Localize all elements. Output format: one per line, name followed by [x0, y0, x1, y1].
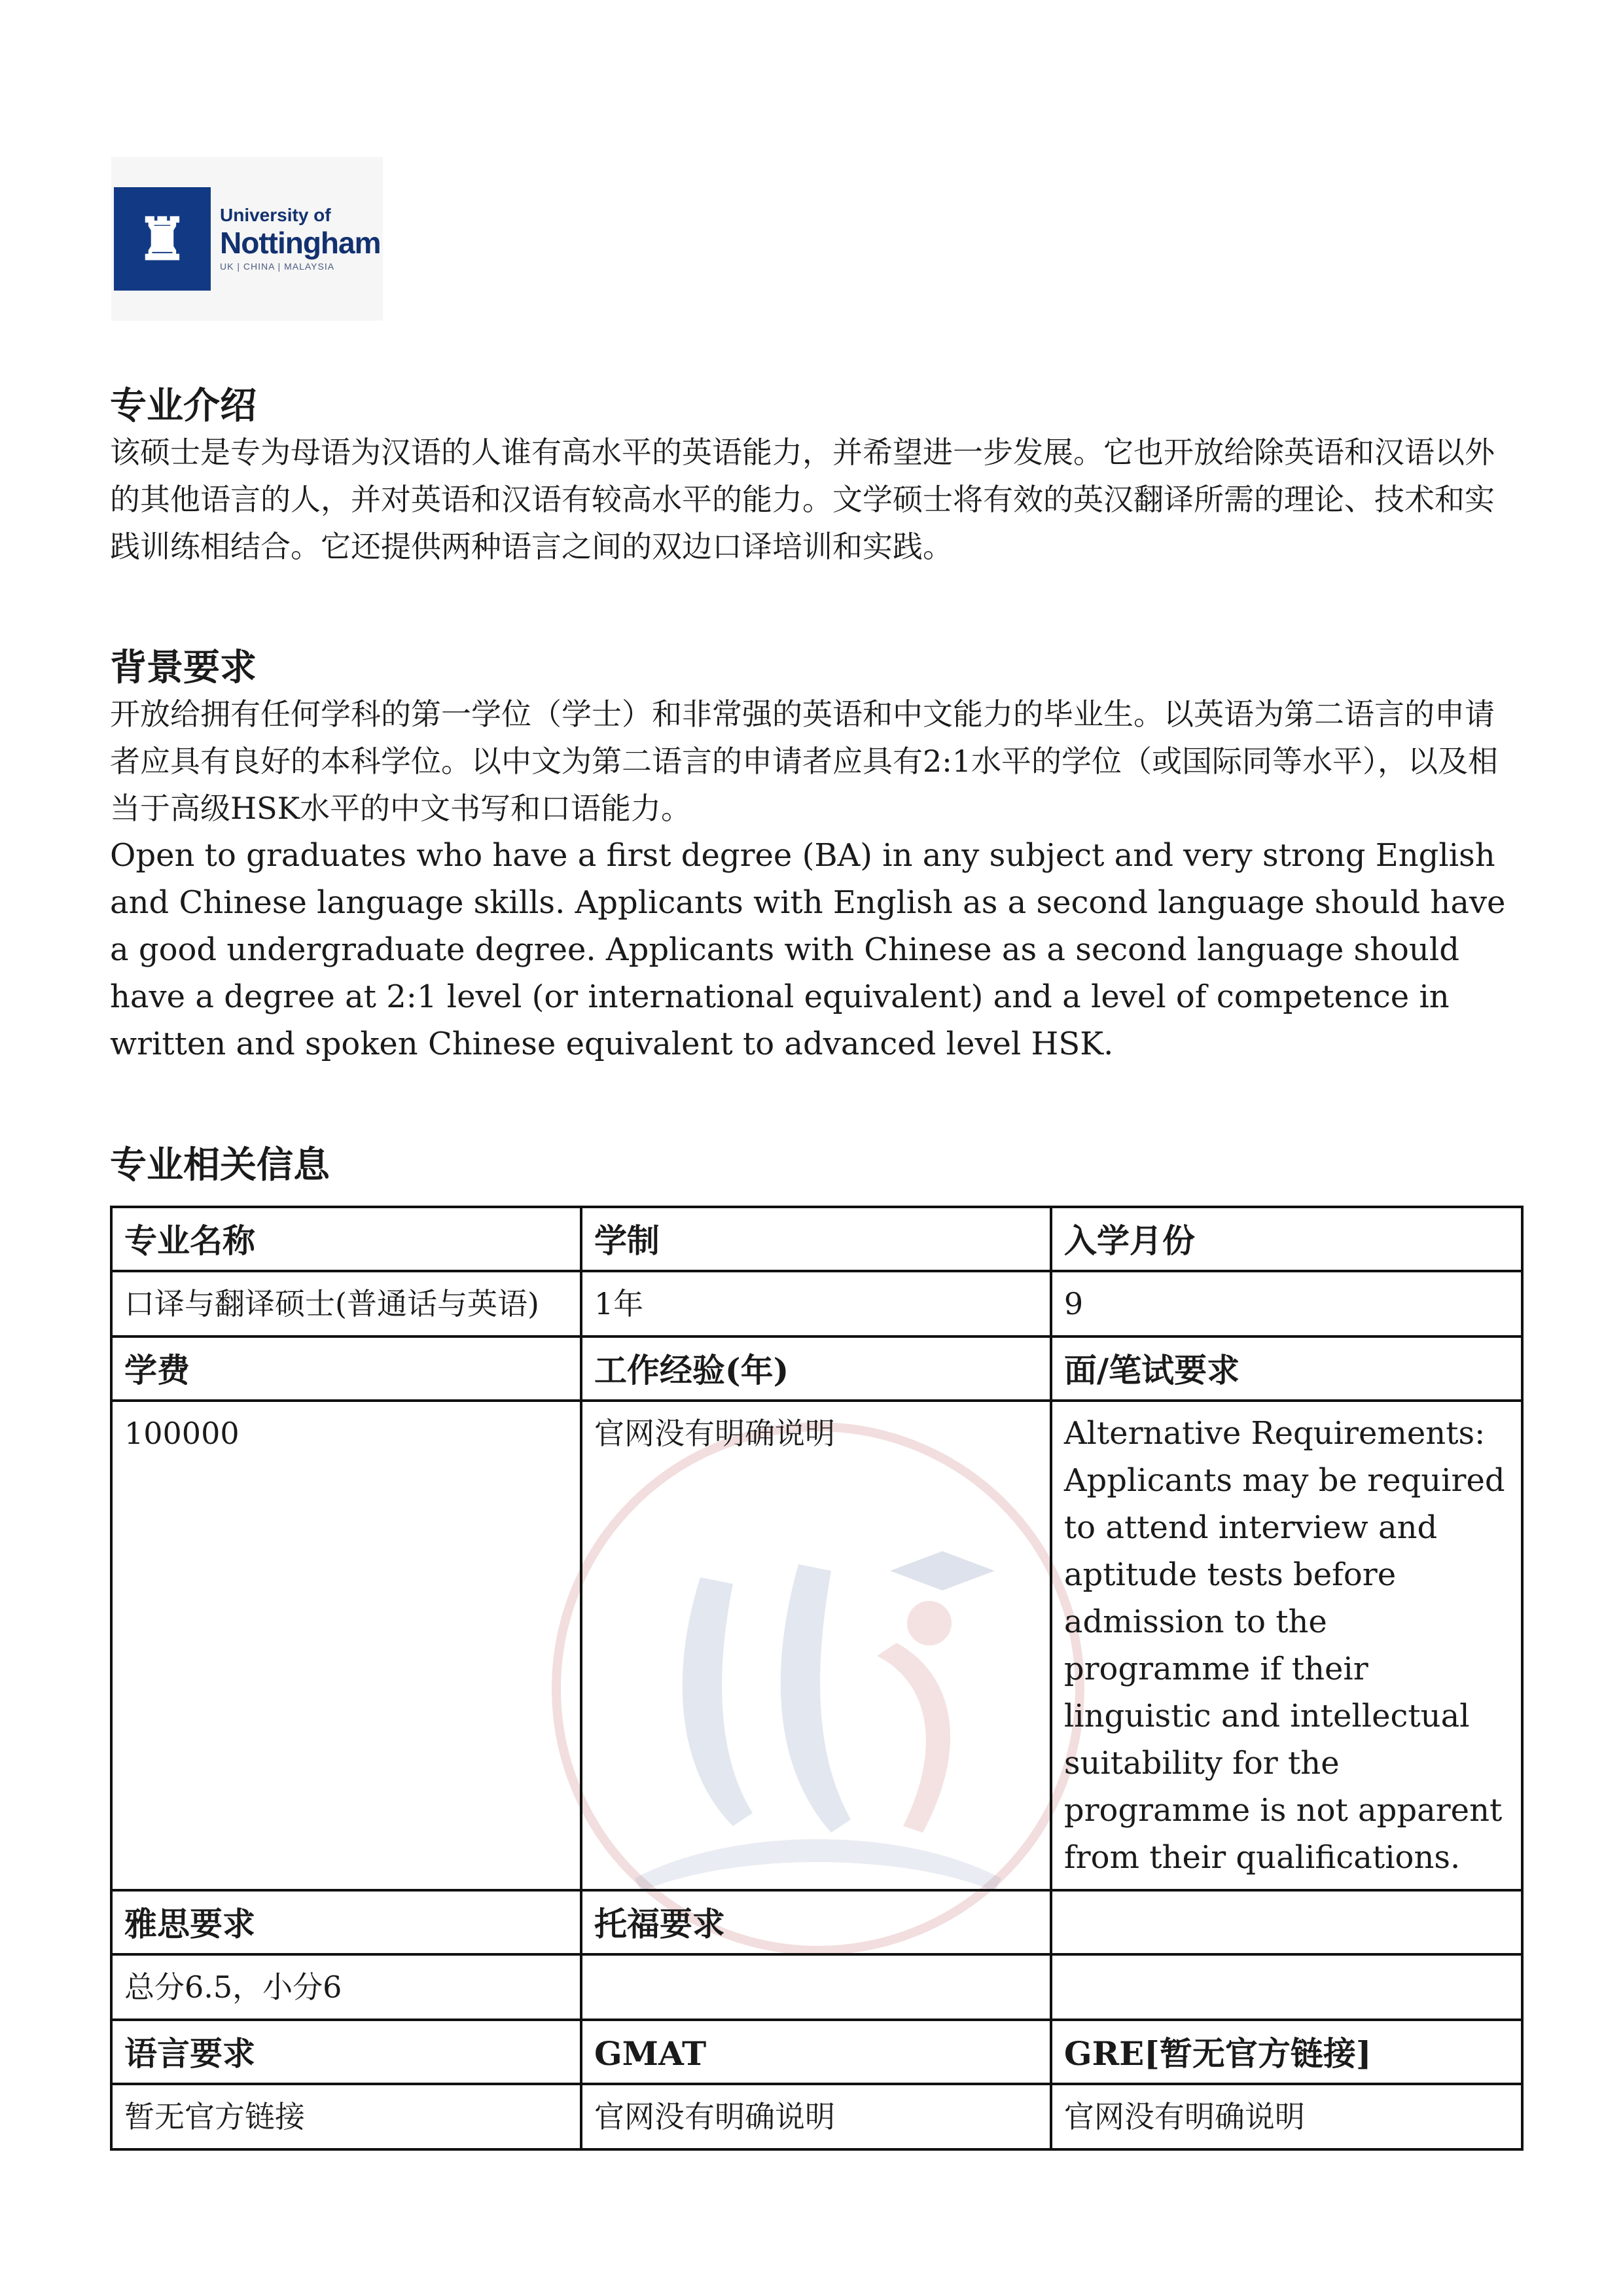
table-row — [111, 1271, 1522, 1336]
info-table — [110, 1206, 1524, 2151]
table-header-cell: GRE[暂无官方链接] — [1051, 2020, 1522, 2084]
table-header-cell: 面/笔试要求 — [1051, 1336, 1522, 1401]
logo-line-1: University of — [220, 205, 331, 225]
logo-line-2: Nottingham — [220, 226, 381, 260]
table-cell: 100000 — [111, 1401, 581, 1890]
table-cell: 9 — [1051, 1271, 1522, 1336]
table-cell: 官网没有明确说明 — [581, 2084, 1051, 2149]
table-header-row — [111, 1890, 1522, 1954]
table-header-cell: 雅思要求 — [111, 1890, 581, 1954]
table-header-row — [111, 1336, 1522, 1401]
table-cell: 口译与翻译硕士(普通话与英语) — [111, 1271, 581, 1336]
intro-text: 该硕士是专为母语为汉语的人谁有高水平的英语能力，并希望进一步发展。它也开放给除英语和汉语以外的其他语言的人，并对英语和汉语有较高水平的能力。文学硕士将有效的英汉翻译所需的理论、技术和实践训练相结合。它还提供两种语言之间的双边口译培训和实践。 — [110, 435, 1495, 564]
background-text-cn: 开放给拥有任何学科的第一学位（学士）和非常强的英语和中文能力的毕业生。以英语为第二语言的申请者应具有良好的本科学位。以中文为第二语言的申请者应具有2:1水平的学位（或国际同等水平），以及相当于高级HSK水平的中文书写和口语能力。 — [110, 696, 1499, 826]
table-cell: 官网没有明确说明 — [581, 1401, 1051, 1890]
table-header-cell: 学费 — [111, 1336, 581, 1401]
table-header-row — [111, 1207, 1522, 1271]
table-header-cell: 入学月份 — [1051, 1207, 1522, 1271]
logo-line-3: UK | CHINA | MALAYSIA — [220, 261, 335, 272]
info-heading: 专业相关信息 — [110, 1143, 330, 1187]
info-section — [110, 1142, 1524, 1188]
intro-section — [110, 383, 1524, 570]
background-section — [110, 645, 1524, 1067]
table-cell: 1年 — [581, 1271, 1051, 1336]
table-row — [111, 1954, 1522, 2020]
intro-heading: 专业介绍 — [110, 384, 257, 427]
table-cell: Alternative Requirements: Applicants may be required to attend interview and aptitude tests before admission to the programme if their linguistic and intellectual suitability for the programme is not apparent from their qualifications. — [1051, 1401, 1522, 1890]
university-logo — [111, 157, 383, 321]
table-header-cell: 语言要求 — [111, 2020, 581, 2084]
table-header-row — [111, 2020, 1522, 2084]
table-cell — [581, 1954, 1051, 2020]
table-cell: 总分6.5，小分6 — [111, 1954, 581, 2020]
table-cell: 暂无官方链接 — [111, 2084, 581, 2149]
table-row — [111, 2084, 1522, 2149]
table-header-cell: GMAT — [581, 2020, 1051, 2084]
table-header-cell — [1051, 1890, 1522, 1954]
background-text-en: Open to graduates who have a first degree (BA) in any subject and very strong English and Chinese language skills. Applicants with English as a second language should have a good undergraduate degree. Applicants with Chinese as a second language should have a degree at 2:1 level (or international equivalent) and a level of competence in written and spoken Chinese equivalent to advanced level HSK. — [110, 837, 1506, 1062]
table-cell — [1051, 1954, 1522, 2020]
table-header-cell: 工作经验(年) — [581, 1336, 1051, 1401]
table-row — [111, 1401, 1522, 1890]
table-header-cell: 学制 — [581, 1207, 1051, 1271]
background-heading: 背景要求 — [110, 646, 257, 689]
table-cell: 官网没有明确说明 — [1051, 2084, 1522, 2149]
castle-crest-icon: ♜ — [114, 187, 211, 291]
table-header-cell: 专业名称 — [111, 1207, 581, 1271]
info-table-body — [111, 1207, 1522, 2149]
table-header-cell: 托福要求 — [581, 1890, 1051, 1954]
